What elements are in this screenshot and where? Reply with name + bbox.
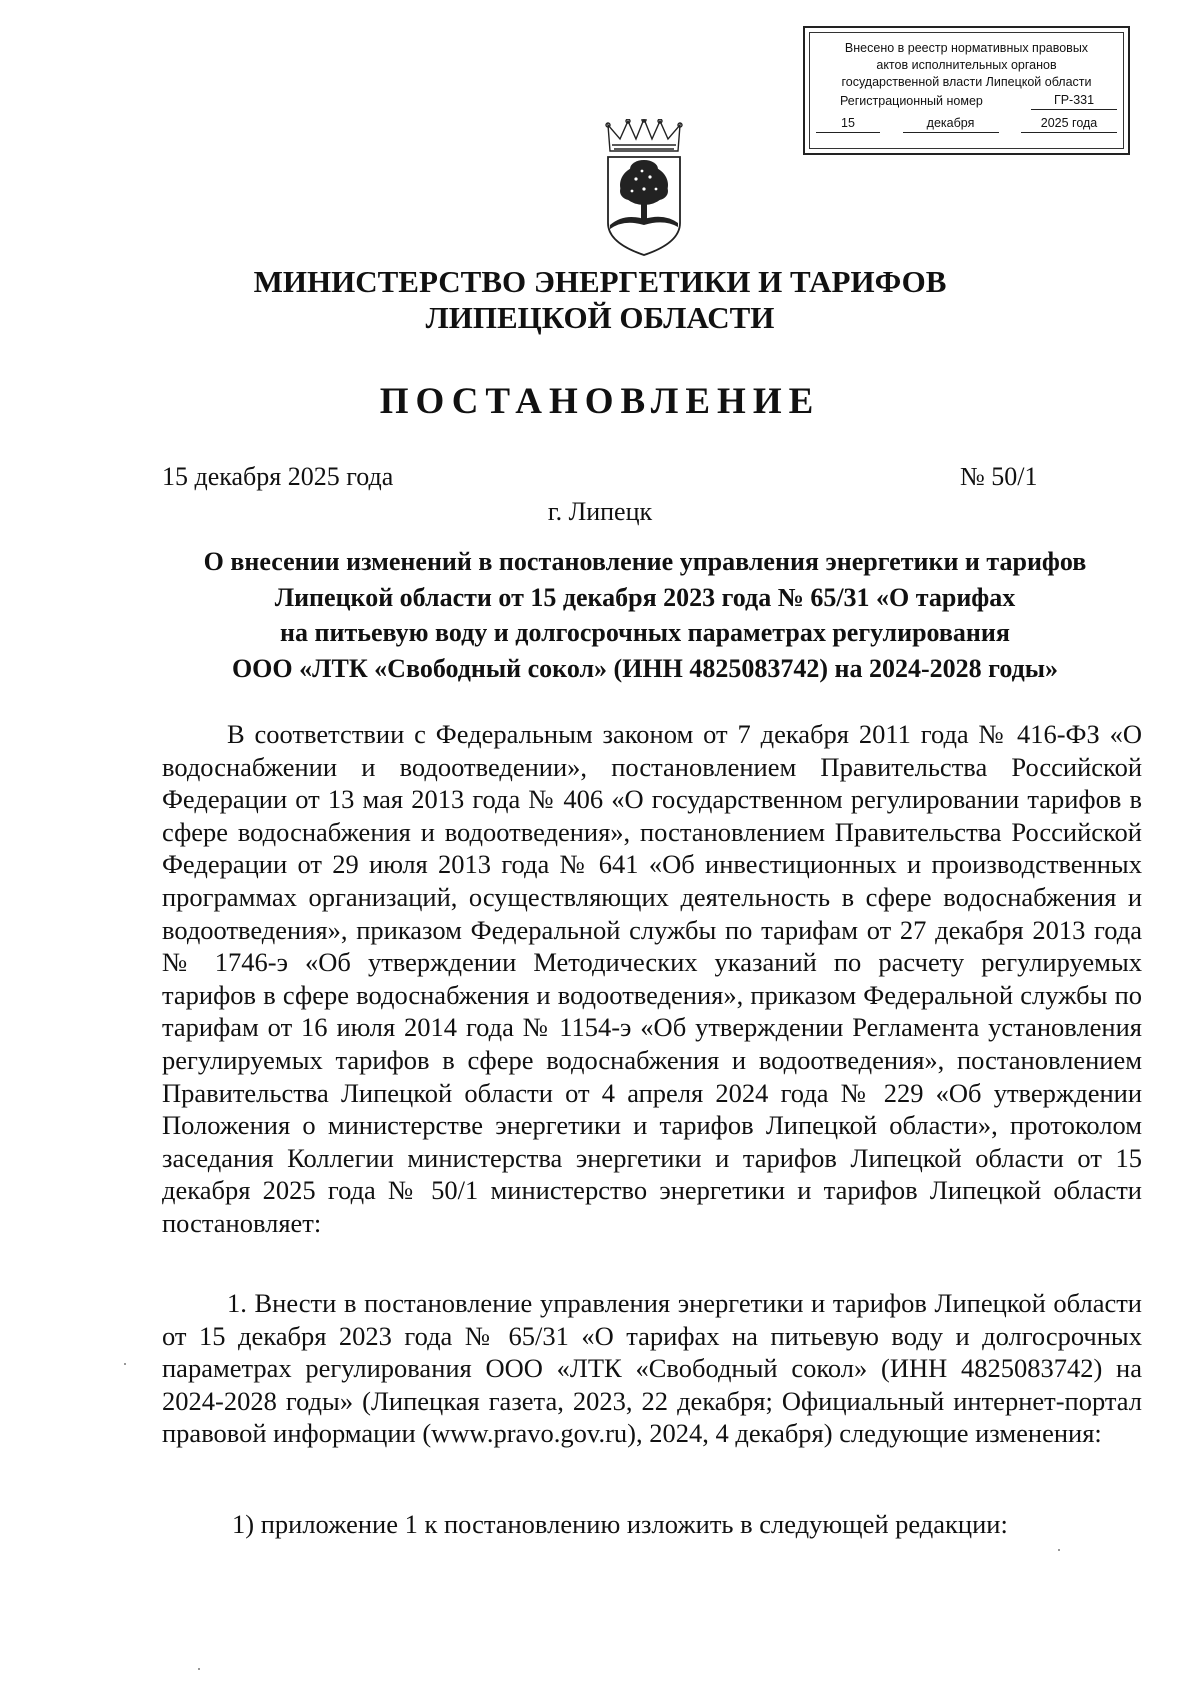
stamp-line-1: Внесено в реестр нормативных правовых	[844, 41, 1089, 55]
registry-stamp	[803, 26, 1130, 155]
subject-line-3: на питьевую воду и долгосрочных параметрах регулирования	[280, 618, 1010, 647]
stamp-month: декабря	[903, 114, 999, 133]
stamp-reg-label: Регистрационный номер	[840, 94, 983, 108]
document-number: № 50/1	[960, 462, 1038, 491]
document-city: г. Липецк	[547, 497, 653, 526]
scan-speck	[1058, 1549, 1060, 1551]
subpoint-1: 1) приложение 1 к постановлению изложить в следующей редакции:	[232, 1509, 1008, 1539]
subject-line-4: ООО «ЛТК «Свободный сокол» (ИНН 4825083742) на 2024-2028 годы»	[231, 653, 1059, 683]
coat-of-arms-icon	[604, 119, 684, 257]
document-type-title: ПОСТАНОВЛЕНИЕ	[379, 381, 821, 422]
stamp-day: 15	[816, 114, 880, 133]
subject-line-2: Липецкой области от 15 декабря 2023 года № 65/31 «О тарифах	[274, 582, 1016, 612]
stamp-line-3: государственной власти Липецкой области	[841, 75, 1092, 89]
registry-stamp-inner	[809, 32, 1124, 149]
stamp-line-2: актов исполнительных органов	[876, 58, 1057, 72]
scan-speck	[198, 1668, 200, 1670]
preamble-paragraph: В соответствии с Федеральным законом от 7 декабря 2011 года № 416-ФЗ «О водоснабжении и водоотведении», постановлением Правительства Российской Федерации от 13 мая 2013 года № 406 «О государственном регулировании тарифов в сфере водоснабжения и водоотведения», постановлением Правительства Российской Федерации от 29 июля 2013 года № 641 «Об инвестиционных и производственных программах организаций, осуществляющих деятельность в сфере водоснабжения и водоотведения», приказом Федеральной службы по тарифам от 27 декабря 2013 года № 1746-э «Об утверждении Методических указаний по расчету регулируемых тарифов в сфере водоснабжения и водоотведения», приказом Федеральной службы по тарифам от 16 июля 2014 года № 1154-э «Об утверждении Регламента установления регулируемых тарифов в сфере водоснабжения и водоотведения», постановлением Правительства Липецкой области от 4 апреля 2024 года № 229 «Об утверждении Положения о министерстве энергетики и тарифов Липецкой области», протоколом заседания Коллегии министерства энергетики и тарифов Липецкой области от 15 декабря 2025 года № 50/1 министерство энергетики и тарифов Липецкой области постановляет:	[162, 719, 1142, 1238]
stamp-date-row	[816, 114, 1117, 133]
ministry-name-line-2: ЛИПЕЦКОЙ ОБЛАСТИ	[425, 300, 775, 335]
stamp-reg-number: ГР-331	[1031, 91, 1117, 110]
document-date: 15 декабря 2025 года	[162, 462, 394, 491]
document-subject	[150, 544, 1140, 686]
scan-speck	[124, 1363, 126, 1365]
subject-line-1: О внесении изменений в постановление управления энергетики и тарифов	[203, 547, 1087, 576]
stamp-year: 2025 года	[1021, 114, 1117, 133]
point-1-paragraph: 1. Внести в постановление управления энергетики и тарифов Липецкой области от 15 декабря 2023 года № 65/31 «О тарифах на питьевую воду и долгосрочных параметрах регулирования ООО «ЛТК «Свободный сокол» (ИНН 4825083742) на 2024-2028 годы» (Липецкая газета, 2023, 22 декабря; Официальный интернет-портал правовой информации (www.pravo.gov.ru), 2024, 4 декабря) следующие изменения:	[162, 1288, 1142, 1449]
ministry-name-line-1: МИНИСТЕРСТВО ЭНЕРГЕТИКИ И ТАРИФОВ	[253, 264, 947, 299]
stamp-reg-row	[816, 91, 1117, 110]
